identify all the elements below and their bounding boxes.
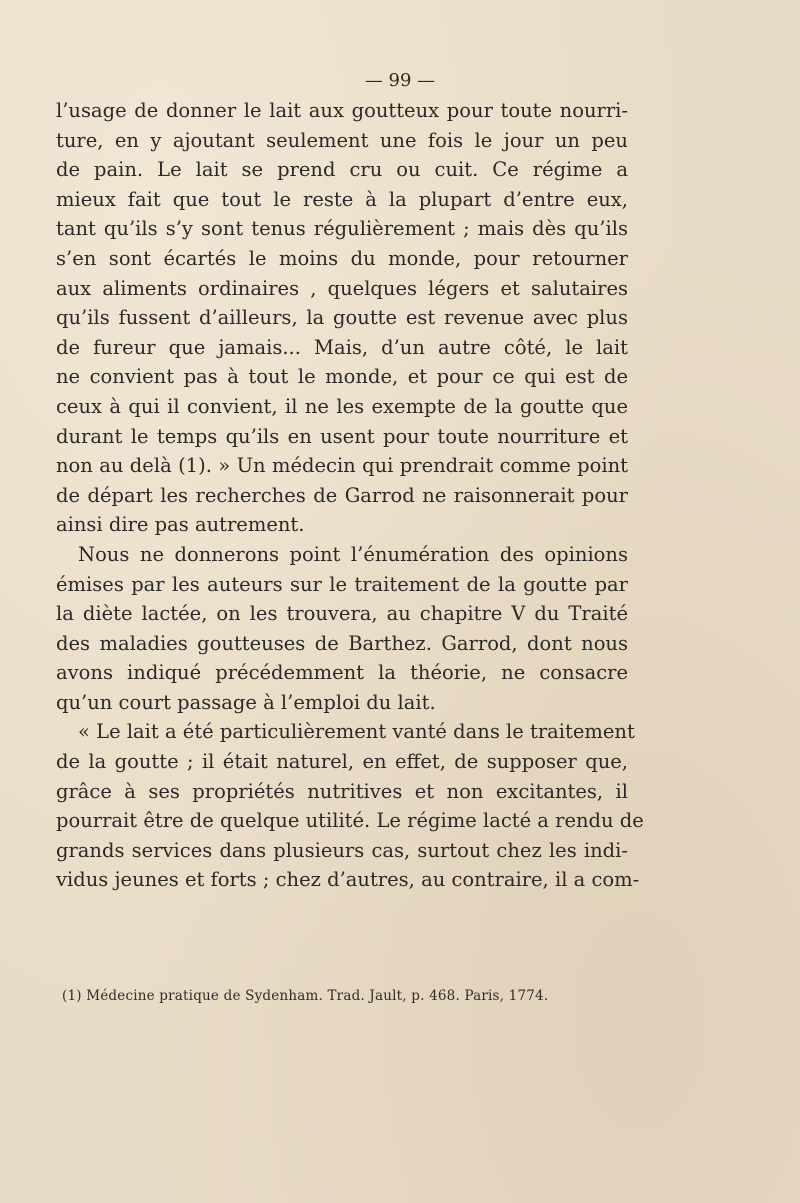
text-line: s’en sont écartés le moins du monde, pour retourner [56, 246, 628, 270]
text-line: des maladies goutteuses de Barthez. Garrod, dont nous [56, 631, 628, 655]
text-line: de la goutte ; il était naturel, en effet, de supposer que, [56, 750, 628, 774]
body-text [56, 96, 644, 895]
text-line: tant qu’ils s’y sont tenus régulièrement ; mais dès qu’ils [56, 217, 628, 241]
page-number: — 99 — [364, 70, 436, 91]
text-line: qu’ils fussent d’ailleurs, la goutte est revenue avec plus [56, 306, 628, 330]
text-line: avons indiqué précédemment la théorie, ne consacre [56, 661, 628, 685]
text-line: grâce à ses propriétés nutritives et non excitantes, il [56, 779, 628, 803]
text-line: ainsi dire pas autrement. [56, 513, 305, 537]
text-line: mieux fait que tout le reste à la plupart d’entre eux, [56, 187, 628, 211]
text-line: durant le temps qu’ils en usent pour toute nourriture et [56, 424, 628, 448]
text-line: de fureur que jamais... Mais, d’un autre côté, le lait [56, 335, 628, 359]
text-line: pourrait être de quelque utilité. Le régime lacté a rendu de [56, 809, 644, 833]
text-line: qu’un court passage à l’emploi du lait. [56, 690, 436, 714]
text-line: émises par les auteurs sur le traitement de la goutte par [56, 572, 628, 596]
text-line: la diète lactée, on les trouvera, au chapitre V du Traité [56, 602, 628, 626]
text-line: grands services dans plusieurs cas, surtout chez les indi- [56, 838, 628, 862]
text-line: l’usage de donner le lait aux goutteux pour toute nourri- [56, 99, 628, 122]
text-line: aux aliments ordinaires , quelques légers et salutaires [56, 276, 628, 300]
text-line: ceux à qui il convient, il ne les exempte de la goutte que [56, 394, 628, 418]
text-line: « Le lait a été particulièrement vanté dans le traitement [78, 720, 635, 744]
text-line: de pain. Le lait se prend cru ou cuit. Ce régime a [56, 158, 628, 182]
text-line: vidus jeunes et forts ; chez d’autres, au contraire, il a com- [56, 868, 640, 892]
text-line: Nous ne donnerons point l’énumération des opinions [78, 542, 628, 566]
text-line: de départ les recherches de Garrod ne raisonnerait pour [56, 483, 628, 507]
text-line: ne convient pas à tout le monde, et pour ce qui est de [56, 365, 628, 389]
text-line: non au delà (1). » Un médecin qui prendrait comme point [56, 454, 628, 478]
footnote: (1) Médecine pratique de Sydenham. Trad. Jault, p. 468. Paris, 1774. [62, 988, 549, 1004]
text-line: ture, en y ajoutant seulement une fois le jour un peu [56, 128, 628, 152]
